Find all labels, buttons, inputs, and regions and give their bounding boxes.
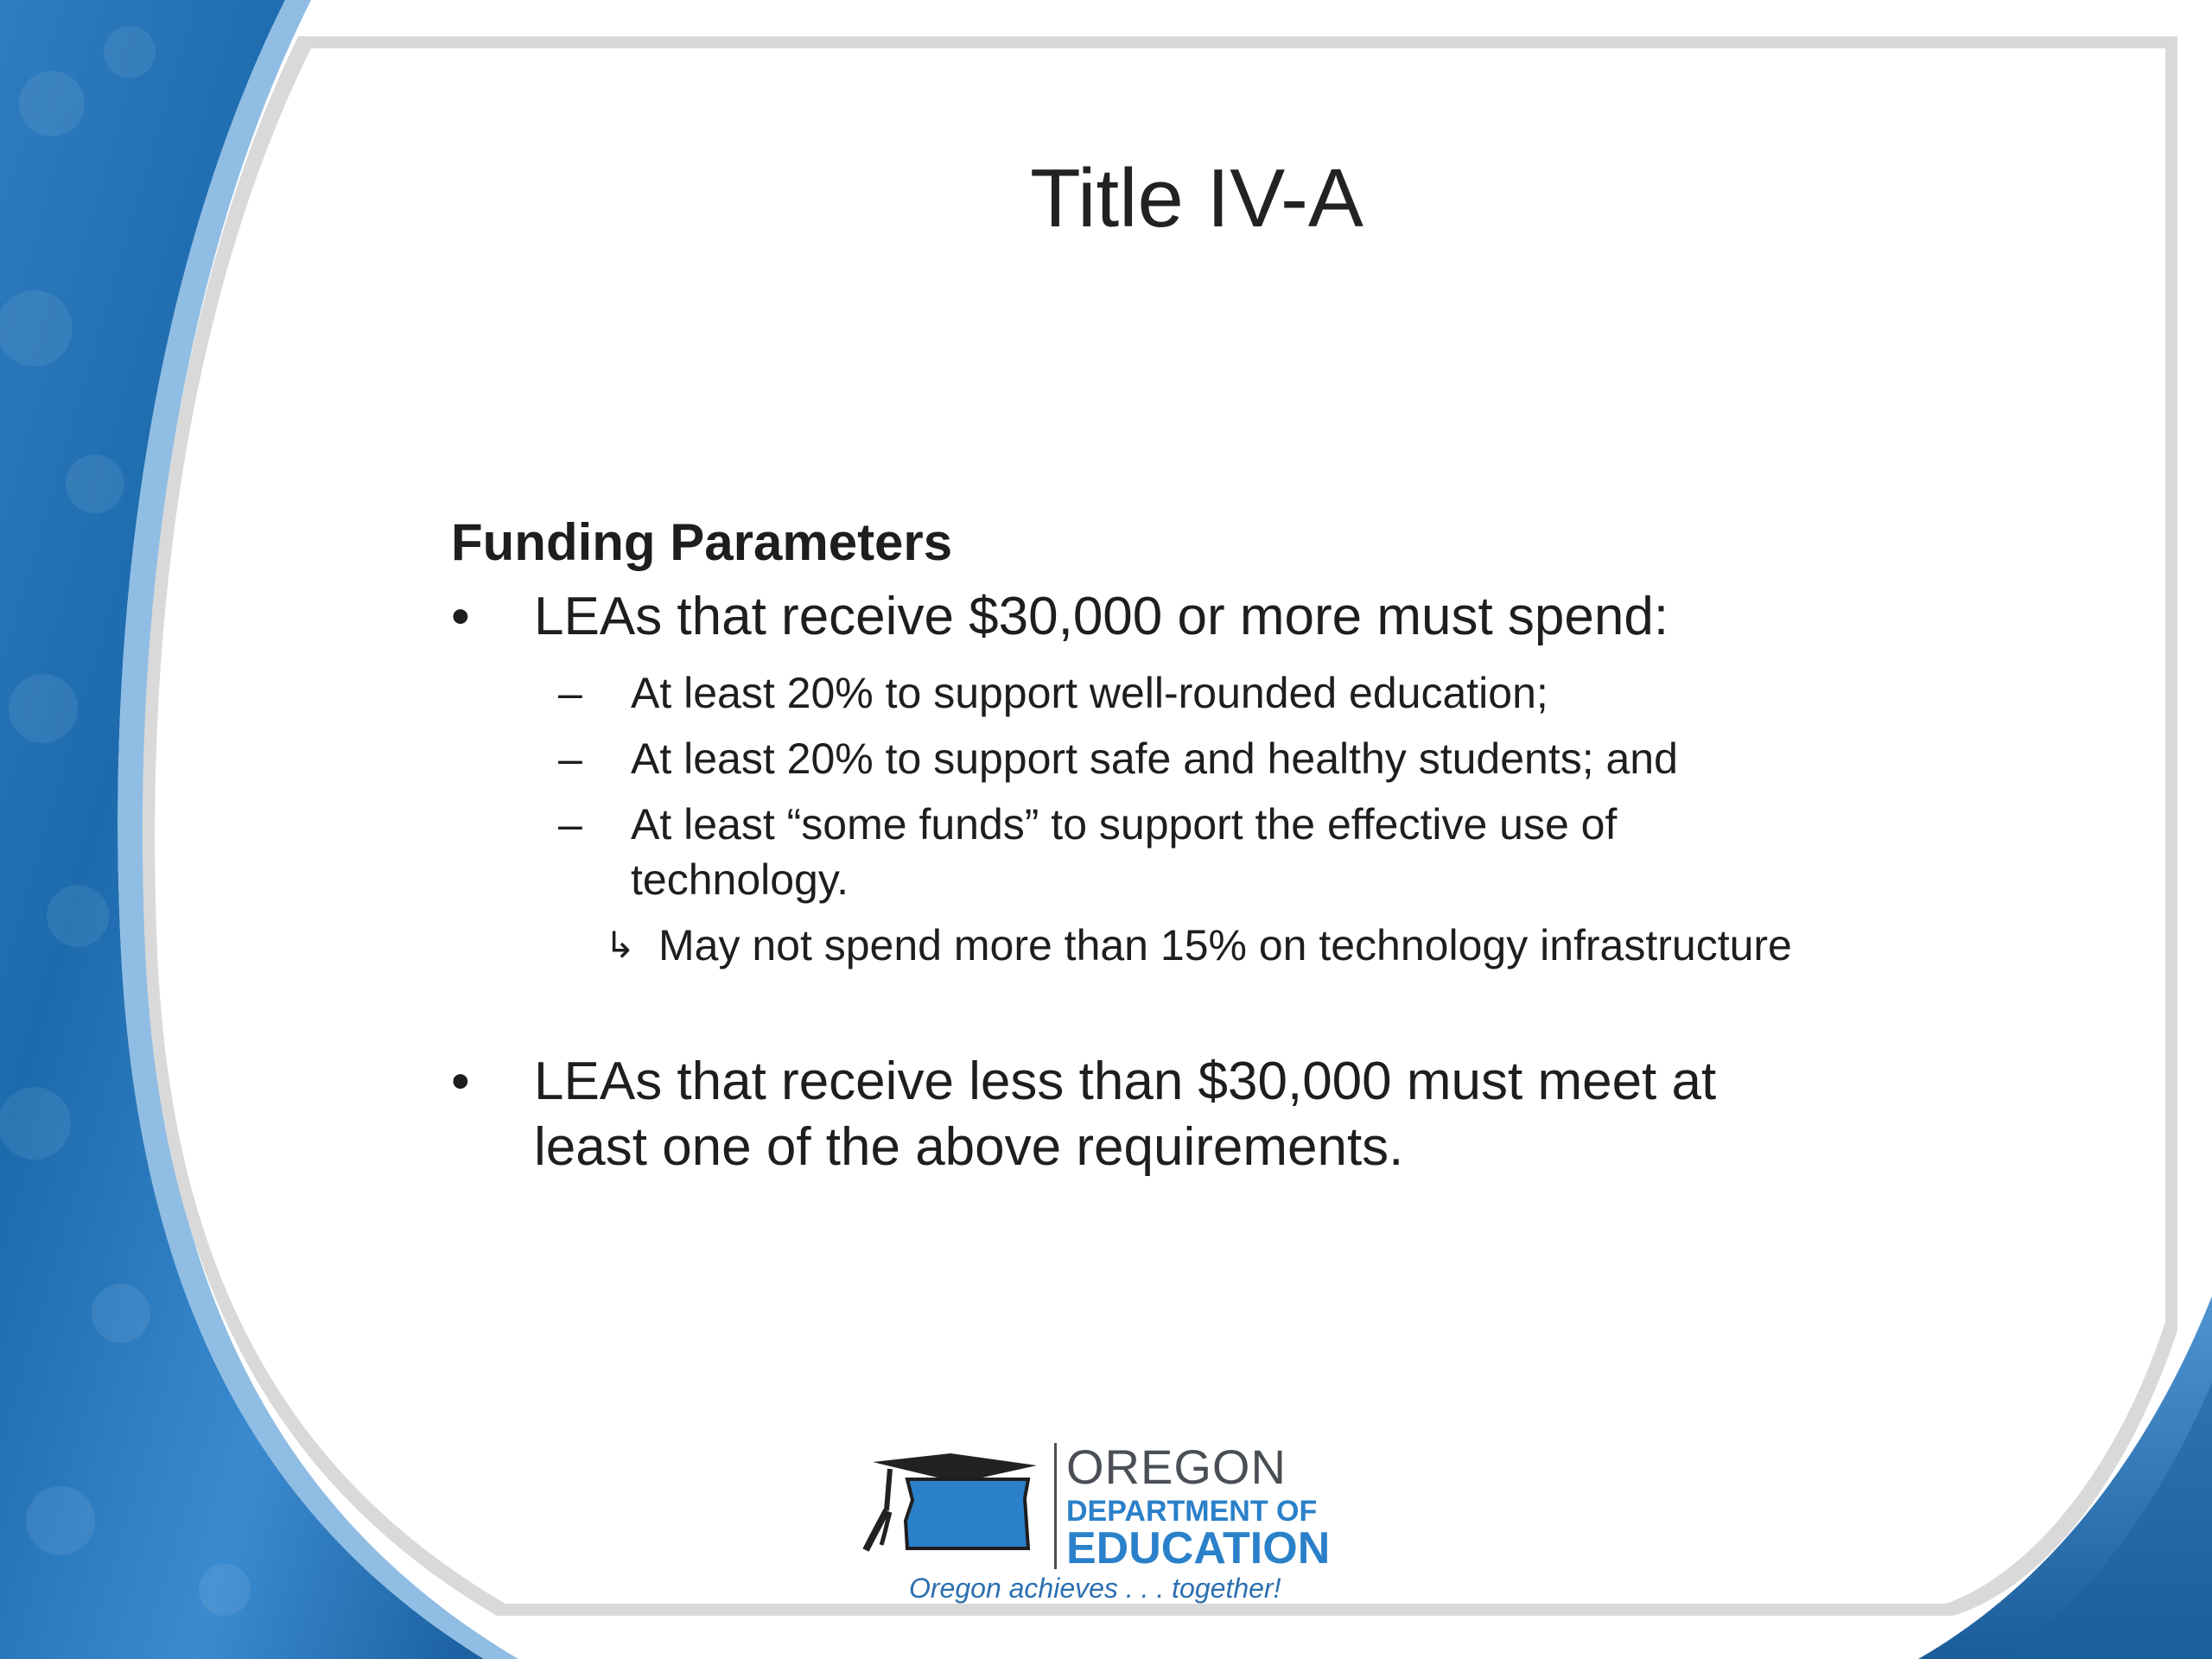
logo-education-text: EDUCATION <box>1066 1523 1331 1573</box>
bullet-dot-icon: • <box>451 1052 470 1111</box>
bullet-dot-icon: • <box>451 587 470 646</box>
bullet-text: LEAs that receive $30,000 or more must spend: <box>534 587 1669 646</box>
slide-title: Title IV-A <box>1030 152 1363 245</box>
dash-bullet-icon: – <box>558 734 582 783</box>
bullet-item <box>451 1049 1937 1180</box>
sub-bullet-text: At least 20% to support well-rounded education; <box>631 669 1548 717</box>
dash-bullet-icon: – <box>558 800 582 849</box>
dash-bullet-icon: – <box>558 669 582 717</box>
spacer <box>451 973 1937 1049</box>
note-text: May not spend more than 15% on technology infrastructure <box>658 921 1792 969</box>
logo-tagline: Oregon achieves . . . together! <box>909 1573 1281 1604</box>
sub-bullet-text: At least 20% to support safe and healthy students; and <box>631 734 1678 783</box>
logo-divider <box>1054 1443 1057 1569</box>
section-heading: Funding Parameters <box>451 513 953 571</box>
bullet-item <box>451 584 1937 650</box>
graduation-cap-oregon-map-icon <box>855 1438 1063 1567</box>
logo-department-text: DEPARTMENT OF <box>1066 1495 1318 1528</box>
bullet-text: LEAs that receive less than $30,000 must meet at least one of the above requirements. <box>534 1052 1717 1177</box>
slide-content <box>451 508 1937 1180</box>
logo-oregon-text: OREGON <box>1066 1440 1287 1494</box>
sub-bullet-item <box>451 665 1937 721</box>
note-item <box>451 918 1937 973</box>
sub-bullet-text: At least “some funds” to support the effective use of technology. <box>631 800 1618 904</box>
oregon-education-logo <box>855 1438 1331 1611</box>
sub-bullet-item <box>451 731 1937 786</box>
arrow-return-icon: ↳ <box>605 924 636 966</box>
sub-bullet-item <box>451 797 1937 907</box>
